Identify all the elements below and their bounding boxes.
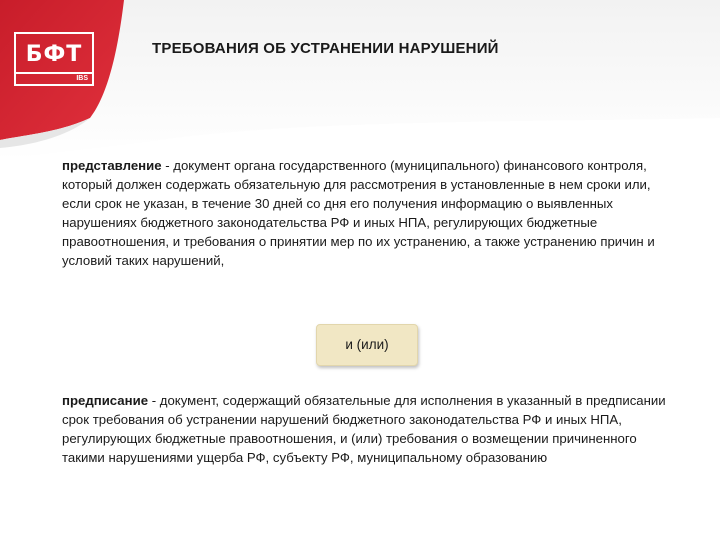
definition-term: представление: [62, 158, 162, 173]
definition-text: - документ органа государственного (муниципального) финансового контроля, который должен содержать обязательную для рассмотрения в установленные в нем сроки или, если срок не указан, в течение 30 дней со дня его получения информацию о выявленных нарушениях бюджетного законодательства РФ и иных НПА, регулирующих бюджетные правоотношения, и требования о принятии мер по их устранению, а также устранению причин и условий таких нарушений,: [62, 158, 655, 268]
definition-term: предписание: [62, 393, 149, 408]
and-or-connector-box: и (или): [316, 324, 418, 366]
company-logo: [14, 32, 94, 86]
logo-text: БФТ: [25, 42, 83, 67]
page-title: ТРЕБОВАНИЯ ОБ УСТРАНЕНИИ НАРУШЕНИЙ: [152, 40, 499, 57]
logo-subtext: IBS: [16, 72, 92, 84]
definition-prescription: [62, 391, 672, 467]
definition-representation: [62, 156, 672, 270]
definition-text: - документ, содержащий обязательные для исполнения в указанный в предписании срок требования об устранении нарушений бюджетного законодательства РФ и иных НПА, регулирующих бюджетные правоотношения, и (или) требования о возмещении причиненного такими нарушениями ущерба РФ, субъекту РФ, муниципальному образованию: [62, 393, 666, 465]
